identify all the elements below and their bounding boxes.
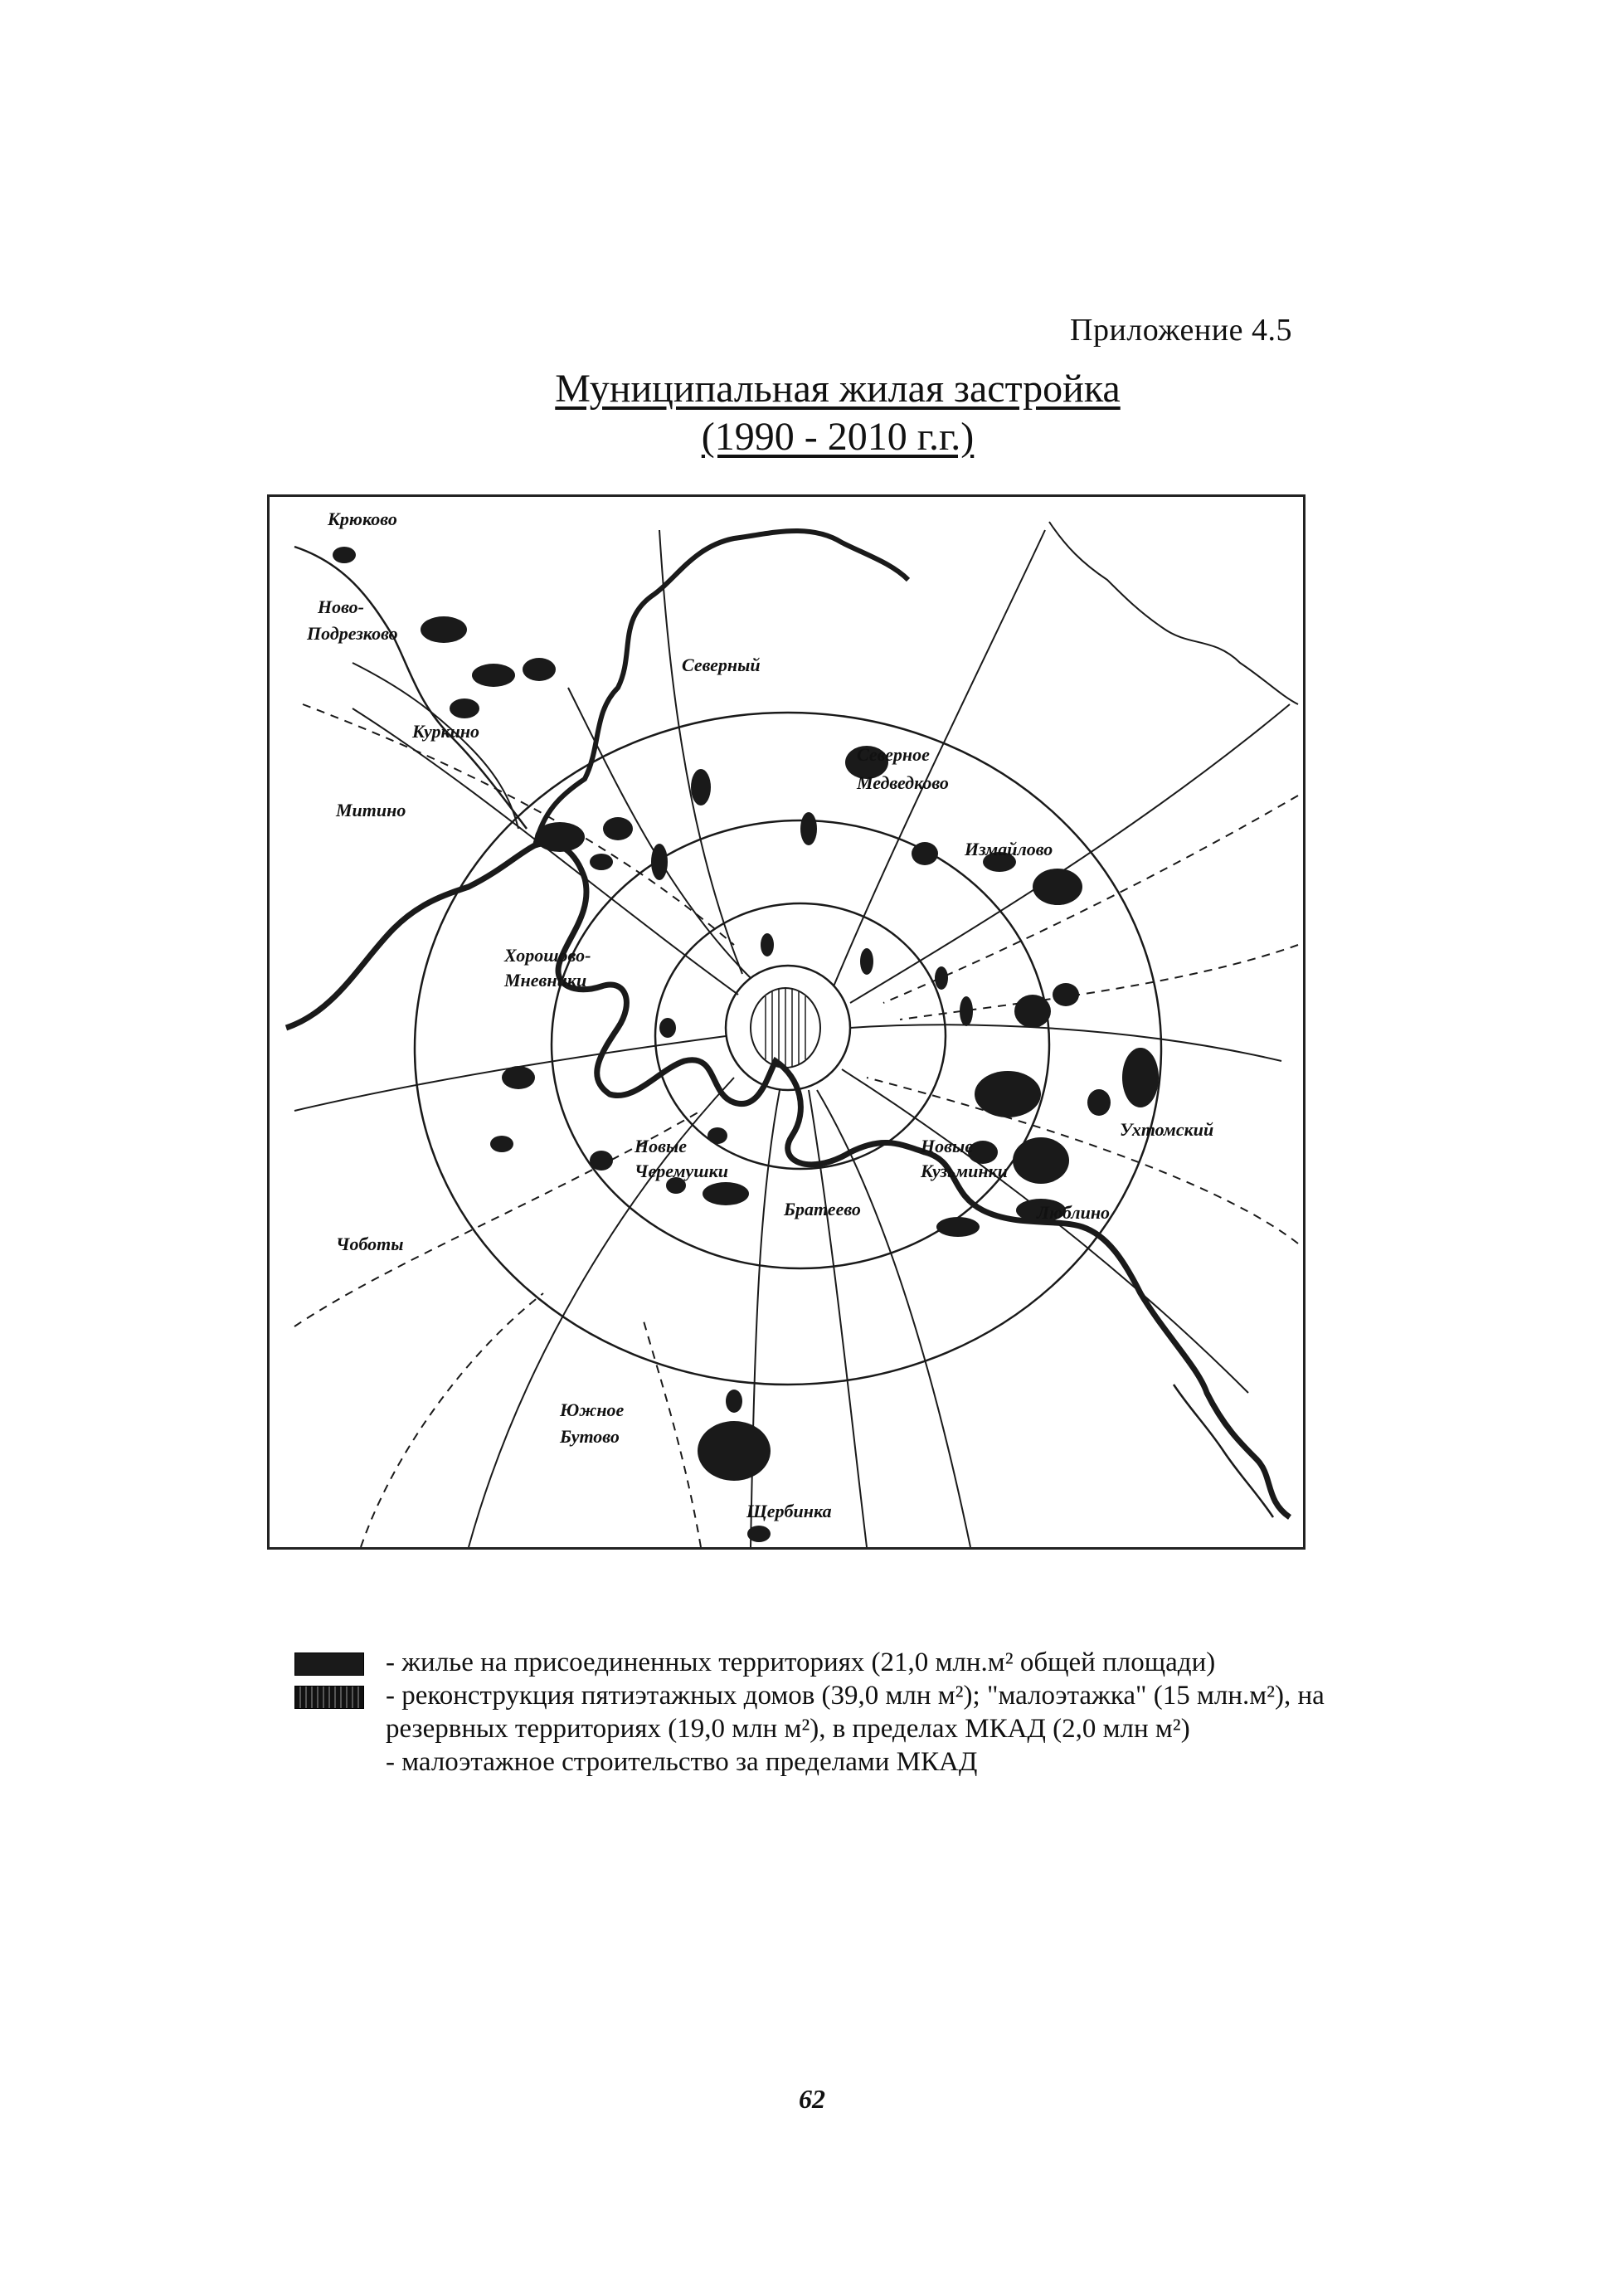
title-line-1: Муниципальная жилая застройка [555, 367, 1121, 411]
label-kryukovo: Крюково [328, 509, 397, 529]
label-izmaylovo: Измайлово [965, 839, 1053, 859]
label-shcherbinka: Щербинка [746, 1501, 832, 1521]
label-nk-1: Новые [921, 1136, 973, 1156]
legend-swatch-solid [294, 1652, 364, 1676]
legend-text-3: - малоэтажное строительство за пределами МКАД [386, 1747, 978, 1777]
label-lyublino: Люблино [1037, 1202, 1111, 1223]
se-stream [1174, 1385, 1273, 1517]
label-yb-1: Южное [560, 1399, 625, 1420]
label-sev-medv-1: Северное [857, 744, 930, 765]
nw-stream [294, 547, 527, 829]
label-khor-2: Мневники [504, 970, 587, 990]
label-novo-2: Подрезково [307, 623, 398, 644]
moskva-river [286, 843, 1290, 1517]
legend-text-1: - жилье на присоединенных территориях (21,0 млн.м² общей площади) [386, 1648, 1216, 1677]
label-choboty: Чоботы [336, 1234, 404, 1254]
legend-item-3 [294, 1745, 1331, 1779]
appendix-label: Приложение 4.5 [1070, 313, 1292, 348]
moscow-map [270, 497, 1303, 1547]
label-ukhtomsky: Ухтомский [1120, 1119, 1214, 1140]
page-number: 62 [799, 2084, 825, 2114]
legend-item-2 [294, 1679, 1331, 1745]
residential-patches [333, 547, 1159, 1542]
label-khor-1: Хорошово- [504, 945, 591, 966]
title-line-2: (1990 - 2010 г.г.) [701, 415, 975, 459]
legend-text-2: - реконструкция пятиэтажных домов (39,0 млн м²); "малоэтажка" (15 млн.м²), на резервных территориях (19,0 млн м²), в пределах МКАД (2,0 млн м²) [386, 1681, 1325, 1744]
label-nch-2: Черемушки [635, 1161, 728, 1181]
map-frame [267, 494, 1306, 1550]
label-mitino: Митино [336, 800, 406, 820]
page-title [348, 365, 1327, 461]
label-severny: Северный [682, 655, 761, 675]
label-sev-medv-2: Медведково [857, 772, 949, 793]
label-kurkino: Куркино [412, 721, 480, 742]
legend-swatch-hatched [294, 1686, 364, 1709]
legend-item-1 [294, 1646, 1331, 1679]
ne-stream [1049, 522, 1298, 704]
label-brateevo: Братеево [784, 1199, 861, 1219]
label-novo-1: Ново- [318, 596, 364, 617]
map-legend [294, 1646, 1331, 1779]
label-nk-2: Кузьминки [921, 1161, 1008, 1181]
label-nch-1: Новые [635, 1136, 687, 1156]
garden-ring [655, 903, 946, 1169]
label-yb-2: Бутово [560, 1426, 620, 1447]
yauza-river [535, 531, 908, 845]
